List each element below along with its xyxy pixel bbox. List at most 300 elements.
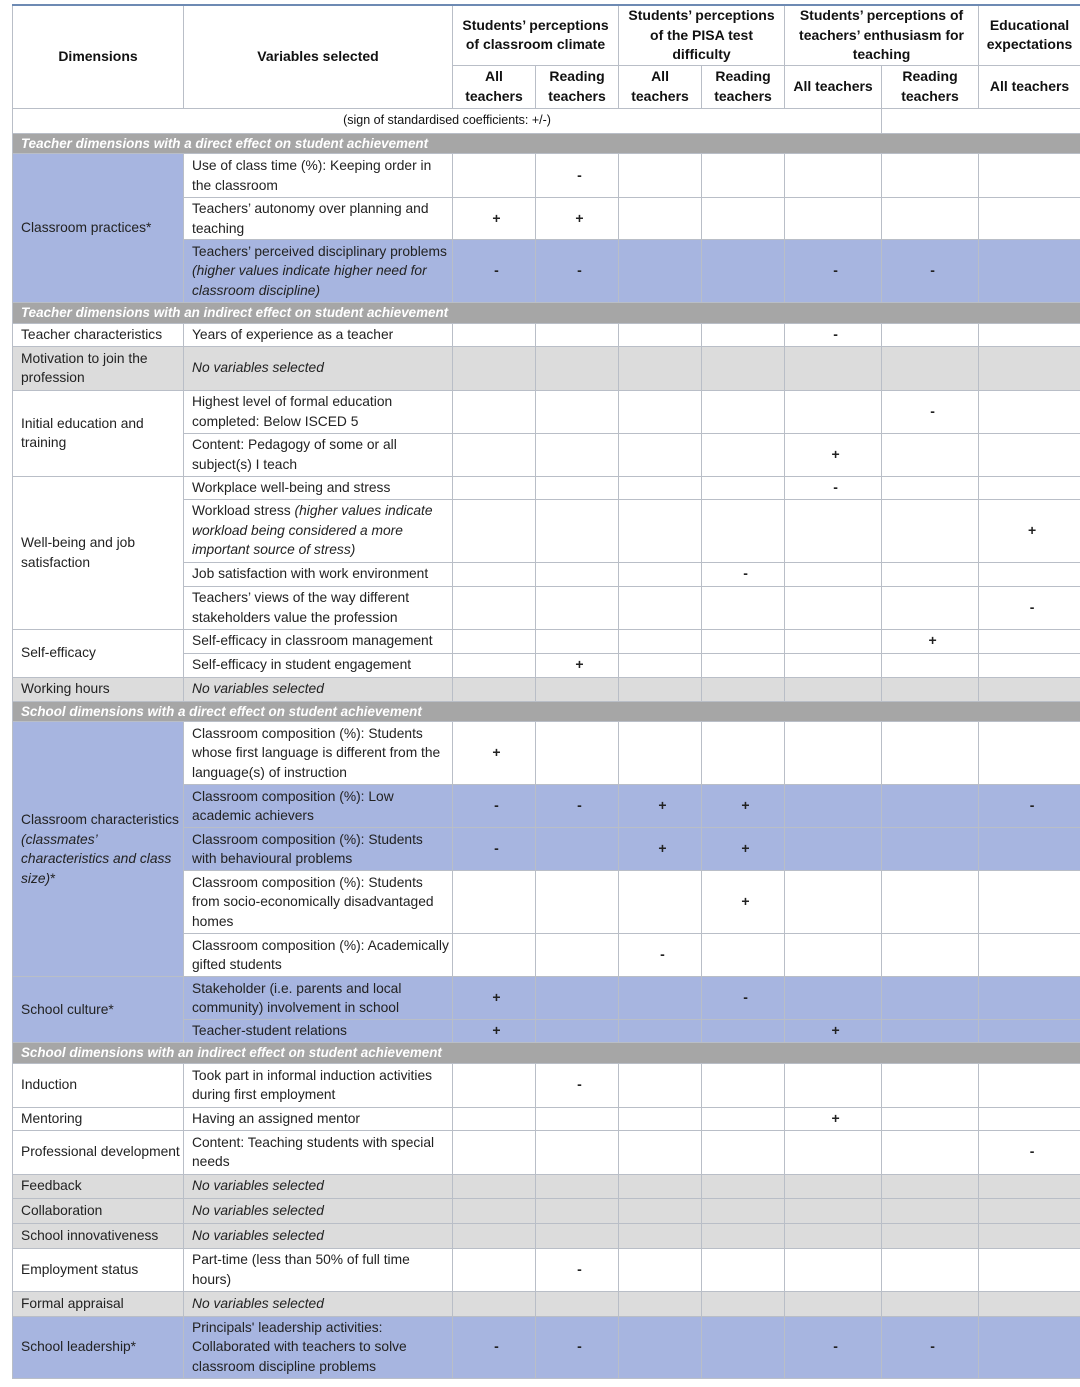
sign-cell	[979, 653, 1080, 677]
variable-cell	[184, 871, 453, 934]
sign-cell	[453, 586, 536, 629]
dimension-formal-appraisal	[13, 1291, 184, 1316]
section-header	[13, 133, 1080, 154]
sign-cell	[619, 977, 702, 1020]
variable-cell	[184, 677, 453, 701]
sign-cell	[882, 154, 979, 198]
dimension-employment-status	[13, 1248, 184, 1291]
sign-cell	[619, 433, 702, 476]
table-row	[13, 390, 1080, 433]
sign-cell	[536, 934, 619, 977]
sign-cell	[785, 1174, 882, 1198]
sign-cell	[453, 1174, 536, 1198]
variable-label: Classroom composition (%): Academically gifted students	[192, 937, 449, 972]
dimension-label: Self-efficacy	[21, 645, 96, 661]
header-subcol: Reading teachers	[702, 65, 785, 108]
dimension-label: School culture*	[21, 1001, 114, 1017]
sign-cell	[979, 433, 1080, 476]
dimension-school-culture	[13, 977, 184, 1043]
sign-cell	[785, 828, 882, 871]
sign-cell: +	[702, 828, 785, 871]
variable-note: No variables selected	[192, 681, 324, 697]
sign-cell	[619, 1198, 702, 1223]
header-group-classroom-climate: Students’ perceptions of classroom climate	[453, 5, 619, 65]
sign-cell	[785, 198, 882, 240]
sign-cell	[619, 1291, 702, 1316]
sign-cell	[453, 1223, 536, 1248]
dimension-label: Professional development	[21, 1144, 180, 1160]
sign-cell	[785, 653, 882, 677]
table-row	[13, 1063, 1080, 1107]
sign-cell	[979, 629, 1080, 653]
sign-cell	[882, 586, 979, 629]
sign-cell	[619, 586, 702, 629]
table-row	[13, 1223, 1080, 1248]
sign-cell	[785, 499, 882, 562]
sign-cell	[882, 653, 979, 677]
sign-cell: +	[619, 785, 702, 828]
sign-cell: -	[536, 1063, 619, 1107]
variable-cell	[184, 323, 453, 346]
sign-cell	[979, 1316, 1080, 1378]
variable-label: Use of class time (%): Keeping order in the classroom	[192, 158, 432, 193]
sign-cell: -	[882, 240, 979, 303]
variable-note: No variables selected	[192, 360, 324, 376]
sign-cell	[453, 499, 536, 562]
sign-cell	[453, 433, 536, 476]
table-body	[13, 133, 1080, 1378]
sign-cell	[536, 433, 619, 476]
dimension-label: Formal appraisal	[21, 1295, 124, 1311]
sign-cell	[453, 871, 536, 934]
section-title: Teacher dimensions with a direct effect on student achievement	[13, 133, 1080, 154]
sign-cell	[619, 1063, 702, 1107]
sign-cell: -	[536, 1316, 619, 1378]
sign-cell	[702, 499, 785, 562]
variable-cell	[184, 346, 453, 390]
variable-cell	[184, 586, 453, 629]
sign-cell	[453, 154, 536, 198]
sign-cell	[979, 871, 1080, 934]
sign-cell	[453, 390, 536, 433]
dimension-school-leadership	[13, 1316, 184, 1378]
variable-cell	[184, 476, 453, 499]
sign-cell	[702, 154, 785, 198]
sign-cell	[785, 1198, 882, 1223]
dimension-motivation-to-join-the-profession	[13, 346, 184, 390]
sign-cell	[536, 346, 619, 390]
dimension-collaboration	[13, 1198, 184, 1223]
variable-note: No variables selected	[192, 1295, 324, 1311]
sign-cell	[453, 476, 536, 499]
sign-cell	[979, 828, 1080, 871]
variable-note: No variables selected	[192, 1227, 324, 1243]
dimension-label: School leadership*	[21, 1339, 137, 1355]
sign-cell: -	[453, 785, 536, 828]
sign-cell	[536, 677, 619, 701]
header-dimensions: Dimensions	[13, 5, 184, 108]
sign-cell	[536, 390, 619, 433]
sign-cell	[882, 1223, 979, 1248]
sign-cell: -	[882, 1316, 979, 1378]
variable-cell	[184, 499, 453, 562]
sign-cell	[979, 154, 1080, 198]
variable-label: Classroom composition (%): Low academic achievers	[192, 788, 394, 823]
sign-cell: +	[785, 433, 882, 476]
table-row	[13, 977, 1080, 1020]
variable-cell	[184, 198, 453, 240]
sign-cell	[619, 1223, 702, 1248]
dimension-feedback	[13, 1174, 184, 1198]
sign-cell	[702, 677, 785, 701]
variable-cell	[184, 722, 453, 785]
sign-cell	[979, 722, 1080, 785]
variable-cell	[184, 1316, 453, 1378]
variable-cell	[184, 828, 453, 871]
sign-cell	[979, 476, 1080, 499]
variable-cell	[184, 653, 453, 677]
dimension-mentoring	[13, 1107, 184, 1130]
sign-cell	[702, 240, 785, 303]
sign-cell	[453, 1063, 536, 1107]
section-header	[13, 303, 1080, 324]
table-row	[13, 1198, 1080, 1223]
variable-label: Years of experience as a teacher	[192, 326, 394, 342]
sign-cell	[702, 1248, 785, 1291]
sign-cell	[619, 476, 702, 499]
variable-cell	[184, 1130, 453, 1174]
sign-cell	[882, 198, 979, 240]
sign-cell	[619, 154, 702, 198]
section-title: School dimensions with an indirect effect on student achievement	[13, 1043, 1080, 1064]
sign-cell	[882, 785, 979, 828]
variable-label: Took part in informal induction activities during first employment	[192, 1067, 433, 1102]
variable-cell	[184, 1248, 453, 1291]
sign-cell	[453, 934, 536, 977]
sign-cell	[785, 1223, 882, 1248]
sign-cell	[619, 1174, 702, 1198]
sign-cell	[979, 934, 1080, 977]
sign-cell	[979, 323, 1080, 346]
sign-cell	[619, 240, 702, 303]
sign-cell	[979, 1107, 1080, 1130]
sign-cell: +	[785, 1107, 882, 1130]
variable-label: Having an assigned mentor	[192, 1110, 360, 1126]
sign-cell	[536, 1198, 619, 1223]
sign-cell: -	[536, 240, 619, 303]
sign-cell	[453, 323, 536, 346]
variable-cell	[184, 1107, 453, 1130]
sign-cell	[785, 390, 882, 433]
dimension-label: Mentoring	[21, 1110, 83, 1126]
variable-cell	[184, 1020, 453, 1043]
variable-label: Classroom composition (%): Students from socio-economically disadvantaged homes	[192, 874, 434, 929]
dimension-classroom-practices	[13, 154, 184, 303]
sign-cell	[702, 476, 785, 499]
dimension-well-being-and-job-satisfaction	[13, 476, 184, 629]
variable-cell	[184, 785, 453, 828]
dimension-note: (classmates’ characteristics and class size)	[21, 831, 172, 886]
variable-cell	[184, 1063, 453, 1107]
sign-cell	[453, 1130, 536, 1174]
dimension-teacher-characteristics	[13, 323, 184, 346]
header-group-teacher-enthusiasm: Students’ perceptions of teachers’ enthusiasm for teaching	[785, 5, 979, 65]
section-header	[13, 701, 1080, 722]
sign-cell	[453, 1198, 536, 1223]
variable-label: Content: Teaching students with special needs	[192, 1134, 435, 1169]
sign-cell	[979, 1291, 1080, 1316]
dimension-label: Working hours	[21, 681, 110, 697]
sign-cell	[536, 1223, 619, 1248]
sign-cell: +	[453, 722, 536, 785]
sign-cell: -	[453, 240, 536, 303]
coefficient-note: (sign of standardised coefficients: +/-)	[13, 108, 882, 133]
sign-cell: +	[453, 198, 536, 240]
sign-cell	[785, 1063, 882, 1107]
sign-cell: -	[536, 785, 619, 828]
sign-cell	[979, 562, 1080, 586]
sign-cell	[536, 1107, 619, 1130]
sign-cell	[453, 677, 536, 701]
sign-cell	[785, 1248, 882, 1291]
sign-cell	[702, 1291, 785, 1316]
variable-label: Classroom composition (%): Students with behavioural problems	[192, 831, 423, 866]
sign-cell	[882, 1248, 979, 1291]
variable-note: No variables selected	[192, 1202, 324, 1218]
sign-cell	[882, 1130, 979, 1174]
variable-cell	[184, 1291, 453, 1316]
dimension-label: Feedback	[21, 1178, 82, 1194]
sign-cell	[536, 977, 619, 1020]
sign-cell	[882, 934, 979, 977]
sign-cell	[536, 828, 619, 871]
variable-cell	[184, 562, 453, 586]
sign-cell	[619, 323, 702, 346]
sign-cell: +	[785, 1020, 882, 1043]
section-header	[13, 1043, 1080, 1064]
dimension-label: Induction	[21, 1077, 77, 1093]
sign-cell	[882, 346, 979, 390]
table-row	[13, 476, 1080, 499]
sign-cell	[882, 1063, 979, 1107]
sign-cell	[882, 476, 979, 499]
sign-cell	[882, 1174, 979, 1198]
sign-cell	[702, 629, 785, 653]
sign-cell	[882, 499, 979, 562]
sign-cell	[619, 871, 702, 934]
table-row	[13, 1174, 1080, 1198]
sign-cell	[453, 1291, 536, 1316]
sign-cell	[882, 828, 979, 871]
sign-cell	[702, 198, 785, 240]
header-subcol: Reading teachers	[882, 65, 979, 108]
variable-label: Content: Pedagogy of some or all subject(s) I teach	[192, 437, 397, 472]
sign-cell	[785, 934, 882, 977]
sign-cell: -	[882, 390, 979, 433]
sign-cell	[453, 1248, 536, 1291]
variable-label: Stakeholder (i.e. parents and local community) involvement in school	[192, 980, 402, 1015]
sign-cell	[702, 934, 785, 977]
sign-cell	[702, 1020, 785, 1043]
sign-cell	[536, 871, 619, 934]
sign-cell: -	[785, 323, 882, 346]
variable-label: Workload stress	[192, 503, 291, 519]
sign-cell	[979, 1063, 1080, 1107]
sign-cell: -	[536, 1248, 619, 1291]
sign-cell	[619, 629, 702, 653]
table-row	[13, 1248, 1080, 1291]
sign-cell	[702, 653, 785, 677]
dimension-classroom-characteristics	[13, 722, 184, 977]
sign-cell: -	[453, 828, 536, 871]
sign-cell	[619, 1316, 702, 1378]
dimension-professional-development	[13, 1130, 184, 1174]
variable-cell	[184, 390, 453, 433]
variable-cell	[184, 240, 453, 303]
variable-cell	[184, 1174, 453, 1198]
table-row	[13, 1130, 1080, 1174]
header-subcol: All teachers	[619, 65, 702, 108]
sign-cell: -	[619, 934, 702, 977]
variable-label: Workplace well-being and stress	[192, 479, 391, 495]
sign-cell	[785, 977, 882, 1020]
sign-cell	[619, 1020, 702, 1043]
sign-cell	[536, 323, 619, 346]
variable-label: Self-efficacy in student engagement	[192, 657, 412, 673]
sign-cell	[979, 240, 1080, 303]
sign-cell	[882, 677, 979, 701]
sign-cell	[882, 871, 979, 934]
table-row	[13, 154, 1080, 198]
sign-cell	[702, 433, 785, 476]
sign-cell	[785, 562, 882, 586]
sign-cell	[785, 677, 882, 701]
sign-cell	[882, 1291, 979, 1316]
dimension-initial-education-and-training	[13, 390, 184, 476]
sign-cell	[882, 433, 979, 476]
variable-cell	[184, 1198, 453, 1223]
sign-cell	[536, 1291, 619, 1316]
sign-cell	[785, 346, 882, 390]
sign-cell	[979, 1198, 1080, 1223]
sign-cell	[619, 1248, 702, 1291]
sign-cell	[536, 1174, 619, 1198]
sign-cell	[619, 1107, 702, 1130]
variable-label: Teachers’ views of the way different stakeholders value the profession	[192, 590, 410, 625]
sign-cell	[702, 390, 785, 433]
sign-cell	[702, 346, 785, 390]
dimension-label: School innovativeness	[21, 1227, 159, 1243]
sign-cell: +	[453, 1020, 536, 1043]
variable-label: Teachers’ autonomy over planning and teaching	[192, 201, 429, 236]
dimension-school-innovativeness	[13, 1223, 184, 1248]
sign-cell	[536, 1020, 619, 1043]
header-subcol: All teachers	[453, 65, 536, 108]
sign-cell: -	[979, 1130, 1080, 1174]
sign-cell	[702, 1107, 785, 1130]
variable-cell	[184, 977, 453, 1020]
sign-cell: -	[536, 154, 619, 198]
sign-cell	[979, 1248, 1080, 1291]
sign-cell	[882, 1198, 979, 1223]
sign-cell	[785, 785, 882, 828]
sign-cell	[619, 390, 702, 433]
sign-cell	[619, 653, 702, 677]
sign-cell	[453, 1107, 536, 1130]
sign-cell	[536, 499, 619, 562]
sign-cell: -	[785, 240, 882, 303]
sign-cell	[785, 722, 882, 785]
dimension-self-efficacy	[13, 629, 184, 677]
sign-cell: +	[702, 871, 785, 934]
results-table	[12, 4, 1080, 1379]
variable-label: Principals' leadership activities: Collaborated with teachers to solve classroom discipline problems	[192, 1319, 407, 1374]
dimension-label: Classroom practices*	[21, 220, 152, 236]
variable-note: No variables selected	[192, 1178, 324, 1194]
sign-cell	[979, 1223, 1080, 1248]
sign-cell	[702, 1223, 785, 1248]
sign-cell	[882, 722, 979, 785]
sign-cell	[702, 1198, 785, 1223]
sign-cell	[453, 629, 536, 653]
table-row	[13, 346, 1080, 390]
sign-cell	[619, 1130, 702, 1174]
sign-cell	[785, 586, 882, 629]
variable-label: Job satisfaction with work environment	[192, 566, 429, 582]
sign-cell	[882, 1020, 979, 1043]
sign-cell	[536, 722, 619, 785]
sign-cell	[785, 871, 882, 934]
header-group-test-difficulty: Students’ perceptions of the PISA test difficulty	[619, 5, 785, 65]
sign-cell	[619, 677, 702, 701]
sign-cell	[453, 653, 536, 677]
sign-cell	[536, 586, 619, 629]
dimension-label: Classroom characteristics	[21, 812, 179, 827]
dimension-label: Teacher characteristics	[21, 326, 163, 342]
sign-cell	[619, 722, 702, 785]
sign-cell: +	[536, 198, 619, 240]
header-group-educational-expectations: Educational expectations	[979, 5, 1080, 65]
sign-cell	[702, 1316, 785, 1378]
header-subcol: All teachers	[979, 65, 1080, 108]
variable-label: Part-time (less than 50% of full time hours)	[192, 1252, 410, 1287]
header-variables: Variables selected	[184, 5, 453, 108]
sign-cell: -	[785, 1316, 882, 1378]
sign-cell: +	[882, 629, 979, 653]
sign-cell	[785, 154, 882, 198]
sign-cell: -	[702, 562, 785, 586]
sign-cell	[785, 629, 882, 653]
sign-cell: -	[453, 1316, 536, 1378]
sign-cell	[785, 1130, 882, 1174]
sign-cell	[882, 323, 979, 346]
sign-cell	[702, 323, 785, 346]
table-row	[13, 1107, 1080, 1130]
table-header	[13, 5, 1080, 133]
dimension-label: Employment status	[21, 1261, 139, 1277]
variable-label: Teacher-student relations	[192, 1023, 347, 1039]
sign-cell	[979, 390, 1080, 433]
dimension-label: Well-being and job satisfaction	[21, 535, 136, 570]
sign-cell	[979, 198, 1080, 240]
table-row	[13, 722, 1080, 785]
sign-cell	[619, 198, 702, 240]
sign-cell: -	[785, 476, 882, 499]
table-row	[13, 1316, 1080, 1378]
sign-cell	[453, 346, 536, 390]
header-subcol: All teachers	[785, 65, 882, 108]
variable-label: Highest level of formal education completed: Below ISCED 5	[192, 394, 393, 429]
